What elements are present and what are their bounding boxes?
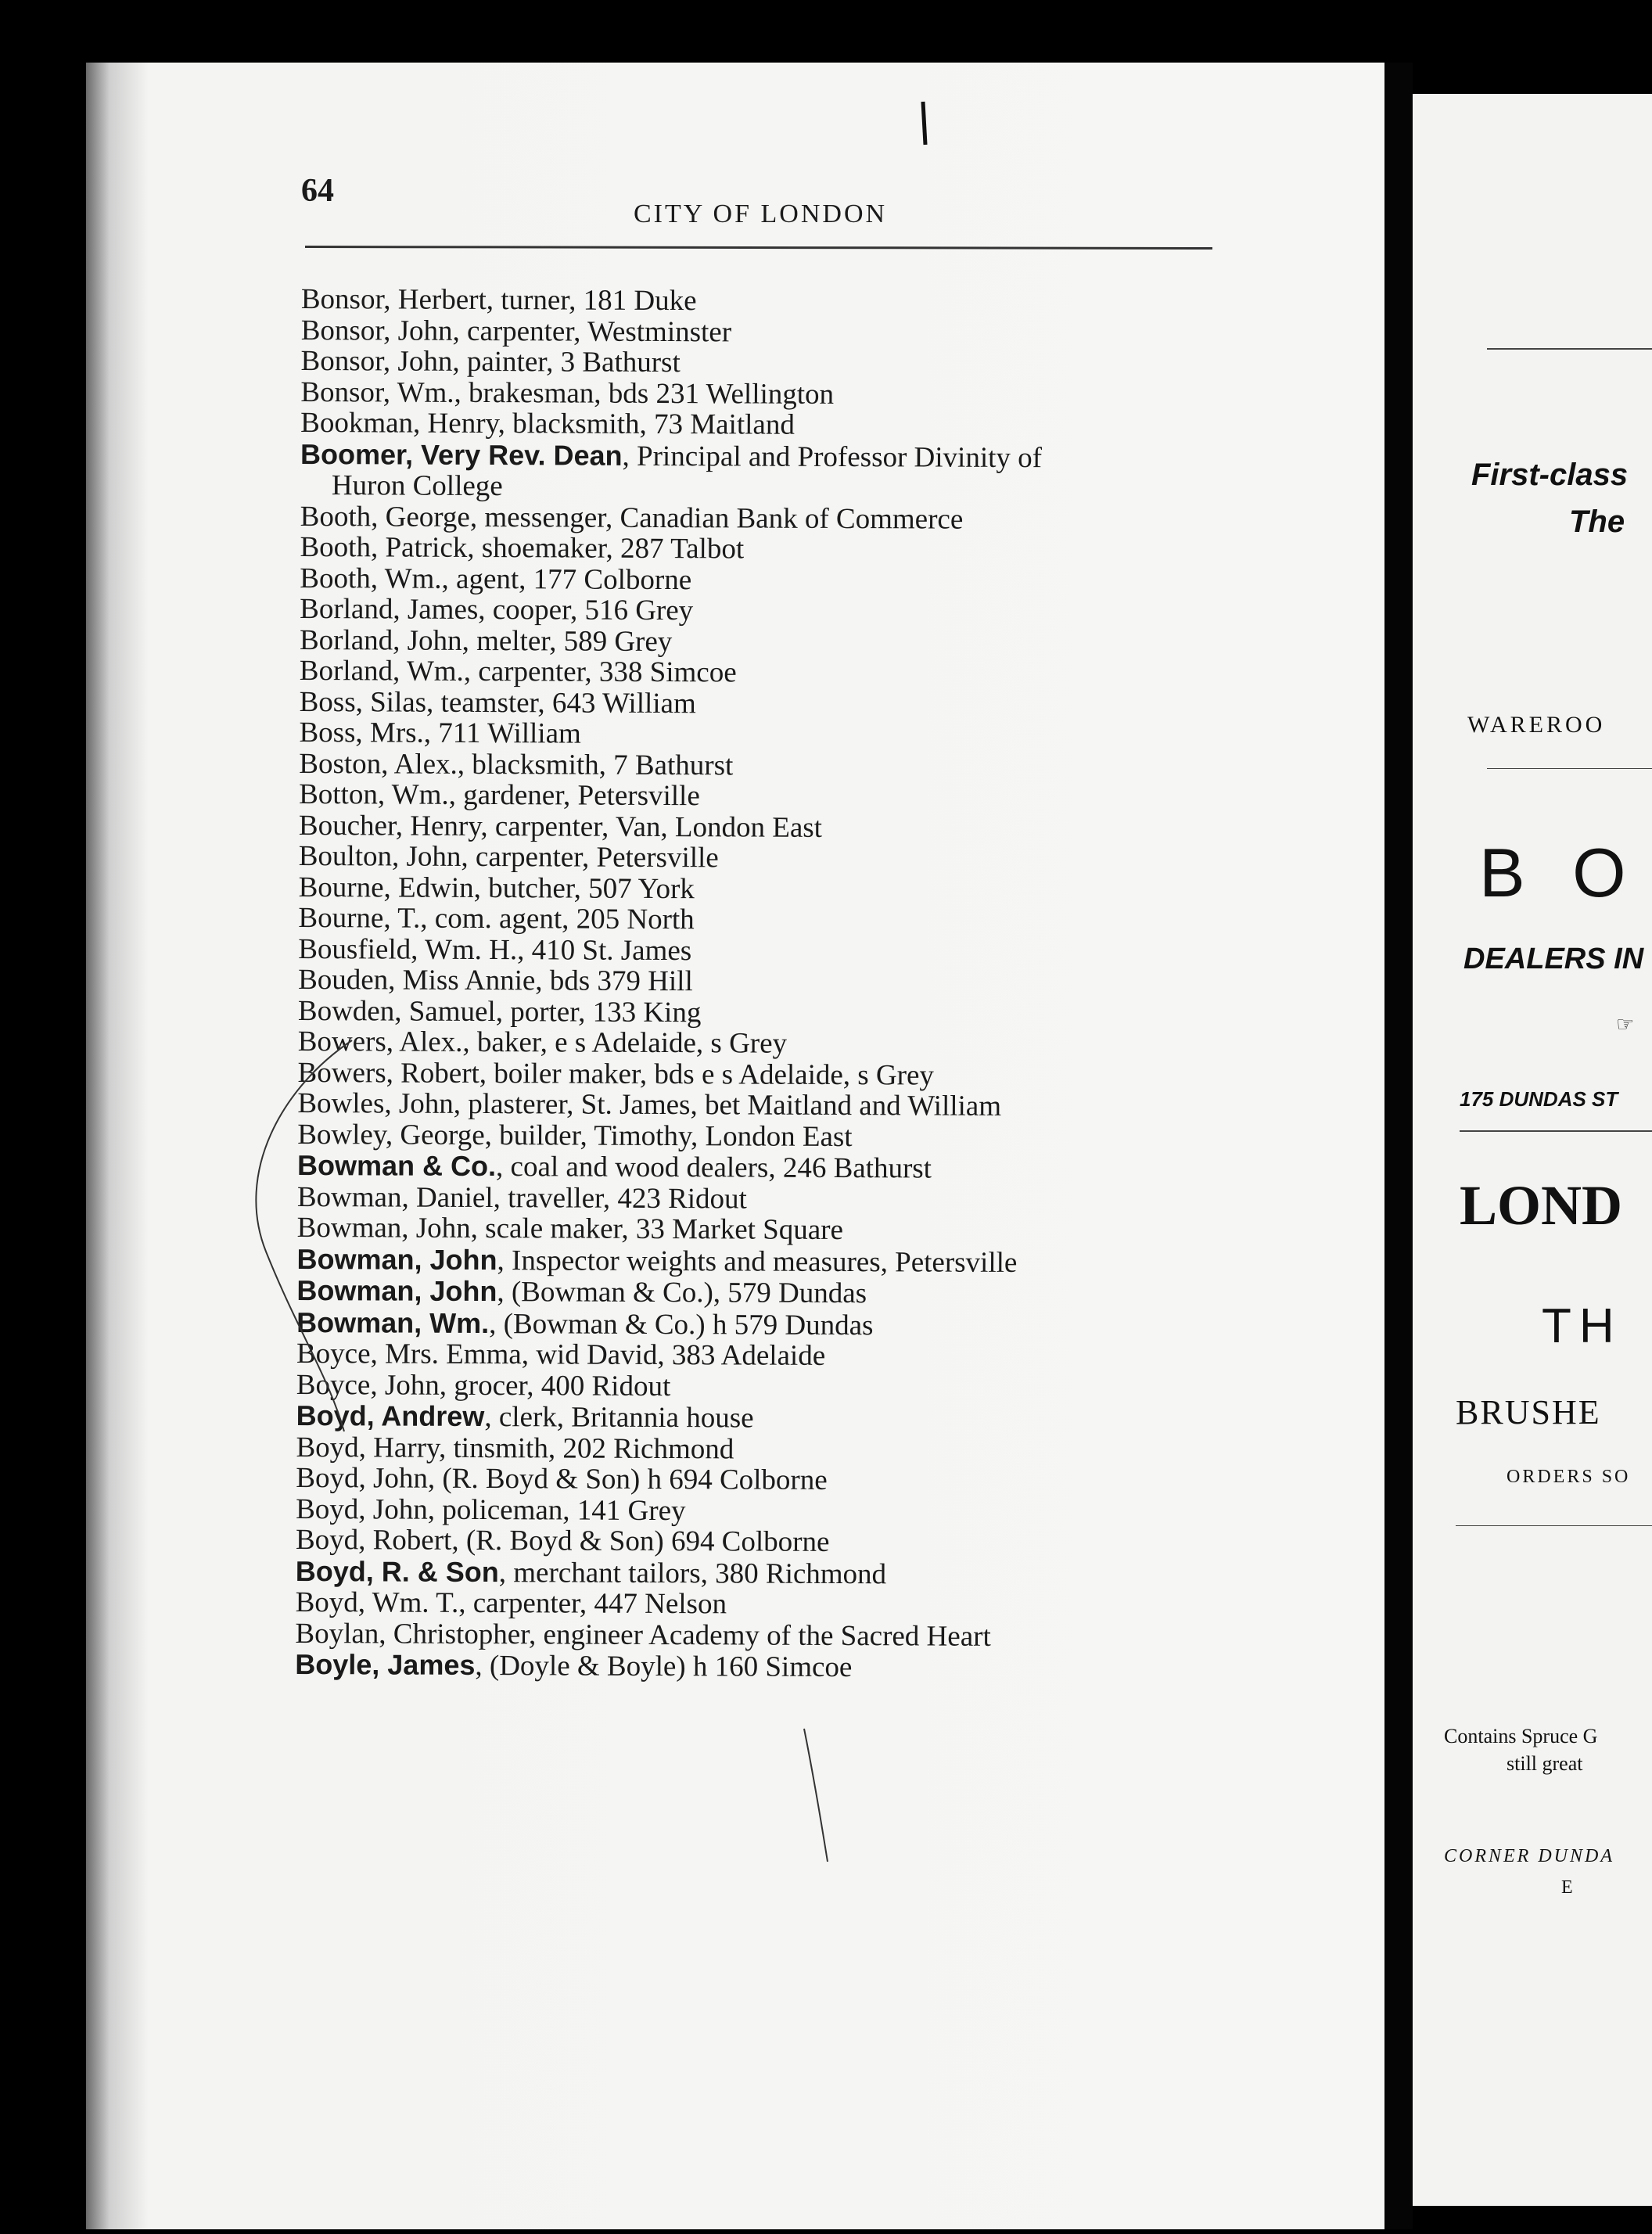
entry-details: , blacksmith, 73 Maitland (497, 408, 795, 441)
ad-line-first-class: First-class (1471, 458, 1629, 492)
entry-name: Bowman, Wm. (296, 1306, 490, 1339)
entry-details: , carpenter, 338 Simcoe (463, 655, 737, 689)
entry-details: , boiler maker, bds e s Adelaide, s Grey (479, 1057, 935, 1092)
entry-details: , porter, 133 King (495, 995, 702, 1029)
ad-line-brushes: BRUSHE (1456, 1393, 1601, 1431)
entry-name: Boyd, Harry (296, 1431, 440, 1464)
running-head: CITY OF LONDON (634, 199, 888, 228)
ad-line-the: The (1569, 505, 1625, 539)
entry-details: , cooper, 516 Grey (478, 593, 694, 627)
entry-name: Borland, John (299, 623, 462, 657)
entry-name: Bouden, Miss Annie (298, 963, 536, 997)
entry-continuation-text: Huron College (331, 469, 503, 503)
hand-pointer-icon: ☞ (1616, 1013, 1635, 1036)
entry-name: Boyd, Robert (295, 1523, 452, 1557)
ad-line-corner: CORNER DUNDA (1444, 1846, 1614, 1866)
entry-name: Bourne, Edwin (298, 871, 474, 904)
entry-details: , agent, 177 Colborne (441, 562, 692, 596)
entry-name: Botton, Wm. (299, 778, 449, 811)
entry-details: , carpenter, Van, London East (480, 810, 823, 844)
entry-details: , butcher, 507 York (473, 871, 695, 905)
entry-name: Boyd, R. & Son (295, 1554, 499, 1588)
entry-name: Booth, Wm. (300, 562, 442, 595)
entry-details: , 410 St. James (517, 933, 692, 967)
entry-details: , (Bowman & Co.), 579 Dundas (497, 1276, 867, 1310)
entry-details: , (R. Boyd & Son) 694 Colborne (451, 1524, 830, 1558)
entry-name: Bowman, John (296, 1211, 471, 1245)
entry-name: Boylan, Christopher (295, 1617, 530, 1650)
entry-details: , tinsmith, 202 Richmond (438, 1431, 734, 1465)
entry-name: Bowman, John (296, 1273, 497, 1308)
ad-line-london: LOND (1460, 1174, 1623, 1237)
entry-name: Boyce, Mrs. Emma (296, 1337, 522, 1371)
entry-name: Boss, Mrs. (299, 716, 424, 749)
entry-details: , carpenter, 447 Nelson (458, 1586, 727, 1621)
ad-line-e: E (1561, 1877, 1573, 1898)
entry-name: Boucher, Henry (298, 809, 481, 842)
entry-details: , merchant tailors, 380 Richmond (498, 1556, 887, 1590)
entry-name: Borland, Wm. (299, 654, 464, 688)
entry-details: , carpenter, Petersville (461, 840, 719, 875)
entry-name: Bowers, Alex. (297, 1025, 463, 1058)
ad-rule (1456, 1525, 1652, 1526)
entry-name: Boston, Alex. (299, 747, 458, 781)
entry-name: Boulton, John (298, 839, 461, 873)
entry-name: Bowman, Daniel (296, 1180, 494, 1214)
entry-details: , baker, e s Adelaide, s Grey (462, 1025, 788, 1060)
entry-name: Bowman & Co. (296, 1148, 497, 1183)
entry-name: Bowers, Robert (297, 1056, 479, 1090)
entry-name: Borland, James (300, 592, 479, 626)
entry-name: Bonsor, Herbert (300, 283, 487, 317)
entry-details: , engineer Academy of the Sacred Heart (528, 1618, 991, 1653)
ad-rule (1487, 768, 1652, 769)
entry-name: Bookman, Henry (300, 406, 498, 440)
entry-name: Boyd, Wm. T. (295, 1586, 459, 1619)
entry-details: , plasterer, St. James, bet Maitland and William (453, 1087, 1002, 1122)
entry-name: Boyle, James (295, 1647, 476, 1681)
entry-details: , brakesman, bds 231 Wellington (454, 376, 835, 411)
entry-details: , bds 379 Hill (535, 964, 693, 998)
entry-details: , wid David, 383 Adelaide (521, 1338, 826, 1372)
entry-details: , painter, 3 Bathurst (452, 345, 681, 379)
entry-details: , grocer, 400 Ridout (439, 1369, 671, 1403)
entry-details: , (R. Boyd & Son) h 694 Colborne (427, 1462, 828, 1496)
ad-line-contains: Contains Spruce G (1444, 1725, 1598, 1747)
entry-name: Booth, George (300, 500, 470, 533)
entry-details: , shoemaker, 287 Talbot (467, 531, 745, 566)
entry-name: Boomer, Very Rev. Dean (300, 437, 623, 472)
ad-line-still-greater: still great (1507, 1752, 1583, 1775)
entry-details: , blacksmith, 7 Bathurst (457, 748, 734, 781)
entry-details: , carpenter, Westminster (452, 314, 732, 348)
entry-name: Boyd, Andrew (296, 1399, 485, 1433)
entry-details: , Inspector weights and measures, Petersville (497, 1244, 1018, 1279)
entry-details: , (Doyle & Boyle) h 160 Simcoe (475, 1649, 853, 1684)
entry-name: Bourne, T. (298, 901, 421, 935)
ad-line-the-caps: TH (1542, 1299, 1622, 1353)
entry-details: , policeman, 141 Grey (427, 1493, 686, 1527)
entry-details: , coal and wood dealers, 246 Bathurst (496, 1151, 932, 1185)
entry-name: Bowley, George (297, 1118, 485, 1151)
entry-name: Boyce, John (296, 1368, 440, 1402)
page-gutter (1384, 63, 1413, 2229)
entry-details: , clerk, Britannia house (484, 1401, 754, 1435)
entry-name: Boss, Silas (299, 685, 427, 719)
page-number: 64 (301, 173, 334, 209)
entry-name: Bonsor, John (300, 314, 453, 347)
entry-details: , melter, 589 Grey (461, 624, 673, 658)
entry-details: , gardener, Petersville (448, 778, 700, 813)
entry-name: Bowles, John (297, 1086, 454, 1120)
entry-details: , traveller, 423 Ridout (493, 1181, 747, 1215)
entry-details: , (Bowman & Co.) h 579 Dundas (489, 1307, 874, 1341)
entry-name: Booth, Patrick (300, 530, 468, 564)
entry-details: , com. agent, 205 North (420, 902, 695, 936)
ad-rule (1487, 348, 1652, 350)
entry-details: , turner, 181 Duke (486, 284, 697, 318)
ad-line-orders: ORDERS SO (1507, 1467, 1631, 1487)
entry-name: Bowden, Samuel (297, 994, 496, 1028)
entry-name: Bonsor, John (300, 344, 453, 378)
entry-name: Boyd, John (296, 1492, 428, 1526)
entry-details: , 711 William (423, 717, 581, 750)
facing-page-advertisement (1413, 94, 1652, 2206)
ad-line-firm-name: B O (1479, 834, 1640, 911)
ad-rule (1460, 1130, 1652, 1132)
ad-line-address: 175 DUNDAS ST (1460, 1087, 1618, 1111)
entry-name: Bowman, John (296, 1242, 497, 1276)
entry-details: , builder, Timothy, London East (484, 1119, 853, 1153)
entry-name: Bonsor, Wm. (300, 375, 454, 409)
ad-line-dealers: DEALERS IN (1463, 943, 1644, 975)
entry-name: Bousfield, Wm. H. (298, 932, 518, 966)
entry-name: Boyd, John (296, 1461, 429, 1495)
entry-details: , teamster, 643 William (426, 686, 696, 720)
ad-line-warerooms: WAREROO (1467, 712, 1606, 738)
entry-details: , messenger, Canadian Bank of Commerce (469, 501, 964, 536)
entry-details: , Principal and Professor Divinity of (622, 440, 1043, 474)
entry-details: , scale maker, 33 Market Square (470, 1212, 844, 1247)
